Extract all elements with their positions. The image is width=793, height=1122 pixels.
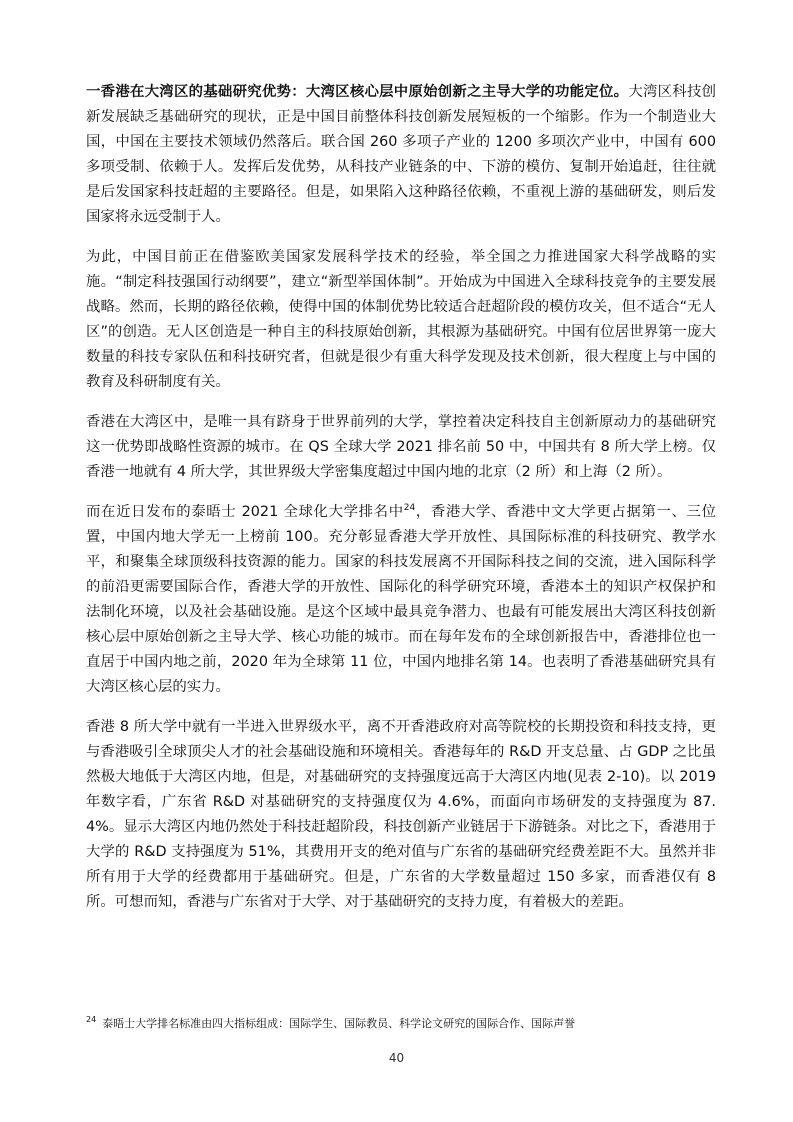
paragraph-5: [86, 715, 716, 915]
paragraph-4: [86, 500, 716, 700]
paragraph-4-body: ，香港大学、香港中文大学更占据第一、三位置，中国内地大学无一上榜前 100。充分彰显香港大学开放性、具国际标准的科技研究、教学水平，和聚集全球顶级科技资源的能力。国家的科技发展离不开国际科技之间的交流，进入国际科学的前沿更需要国际合作，香港大学的开放性、国际化的科学研究环境，香港本土的知识产权保护和法制化环境，以及社会基础设施。是这个区域中最具竞争潜力、也最有可能发展出大湾区科技创新核心层中原始创新之主导大学、核心功能的城市。而在每年发布的全球创新报告中，香港排位也一直居于中国内地之前，2020 年为全球第 11 位，中国内地排名第 14。也表明了香港基础研究具有大湾区核心层的实力。: [86, 504, 716, 695]
paragraph-3: [86, 410, 716, 485]
paragraph-1-heading: 一香港在大湾区的基础研究优势：大湾区核心层中原始创新之主导大学的功能定位。: [86, 84, 629, 100]
footnote-text: 泰晤士大学排名标准由四大指标组成：国际学生、国际教员、科学论文研究的国际合作、国际声誉: [102, 1017, 576, 1030]
paragraph-5-body: 香港 8 所大学中就有一半进入世界级水平，离不开香港政府对高等院校的长期投资和科技支持，更与香港吸引全球顶尖人才的社会基础设施和环境相关。香港每年的 R&D 开支总量、占 GDP 之比虽然极大地低于大湾区内地，但是，对基础研究的支持强度远高于大湾区内地(见表 2-10)。以 2019 年数字看，广东省 R&D 对基础研究的支持强度仅为 4.6%，而面向市场研发的支持强度为 87.4%。显示大湾区内地仍然处于科技赶超阶段，科技创新产业链居于下游链条。对比之下，香港用于大学的 R&D 支持强度为 51%，其费用开支的绝对值与广东省的基础研究经费差距不大。虽然并非所有用于大学的经费都用于基础研究。但是，广东省的大学数量超过 150 多家，而香港仅有 8 所。可想而知，香港与广东省对于大学、对于基础研究的支持力度，有着极大的差距。: [86, 719, 716, 910]
footnote-reference[interactable]: 24: [403, 503, 416, 514]
paragraph-4-body-start: 而在近日发布的泰晤士 2021 全球化大学排名中: [86, 504, 404, 520]
footnote: [86, 1016, 716, 1032]
footnote-number: 24: [86, 1015, 97, 1025]
paragraph-2: [86, 245, 716, 395]
paragraph-1-body: 大湾区科技创新发展缺乏基础研究的现状，正是中国目前整体科技创新发展短板的一个缩影。作为一个制造业大国，中国在主要技术领域仍然落后。联合国 260 多项子产业的 1200 多项次产业中，中国有 600 多项受制、依赖于人。发挥后发优势，从科技产业链条的中、下游的模仿、复制开始追赶，往往就是后发国家科技赶超的主要路径。但是，如果陷入这种路径依赖，不重视上游的基础研发，则后发国家将永远受制于人。: [86, 84, 716, 225]
page-number: 40: [388, 1051, 405, 1065]
paragraph-2-body: 为此，中国目前正在借鉴欧美国家发展科学技术的经验，举全国之力推进国家大科学战略的实施。“制定科技强国行动纲要”，建立“新型举国体制”。开始成为中国进入全球科技竞争的主要发展战略。然而，长期的路径依赖，使得中国的体制优势比较适合赶超阶段的模仿攻关，但不适合“无人区”的创造。无人区创造是一种自主的科技原始创新，其根源为基础研究。中国有位居世界第一庞大数量的科技专家队伍和科技研究者，但就是很少有重大科学发现及技术创新，很大程度上与中国的教育及科研制度有关。: [86, 249, 716, 390]
main-content: [86, 80, 716, 930]
paragraph-1: [86, 80, 716, 230]
paragraph-3-body: 香港在大湾区中，是唯一具有跻身于世界前列的大学，掌控着决定科技自主创新原动力的基础研究这一优势即战略性资源的城市。在 QS 全球大学 2021 排名前 50 中，中国共有 8 所大学上榜。仅香港一地就有 4 所大学，其世界级大学密集度超过中国内地的北京（2 所）和上海（2 所）。: [86, 414, 716, 480]
